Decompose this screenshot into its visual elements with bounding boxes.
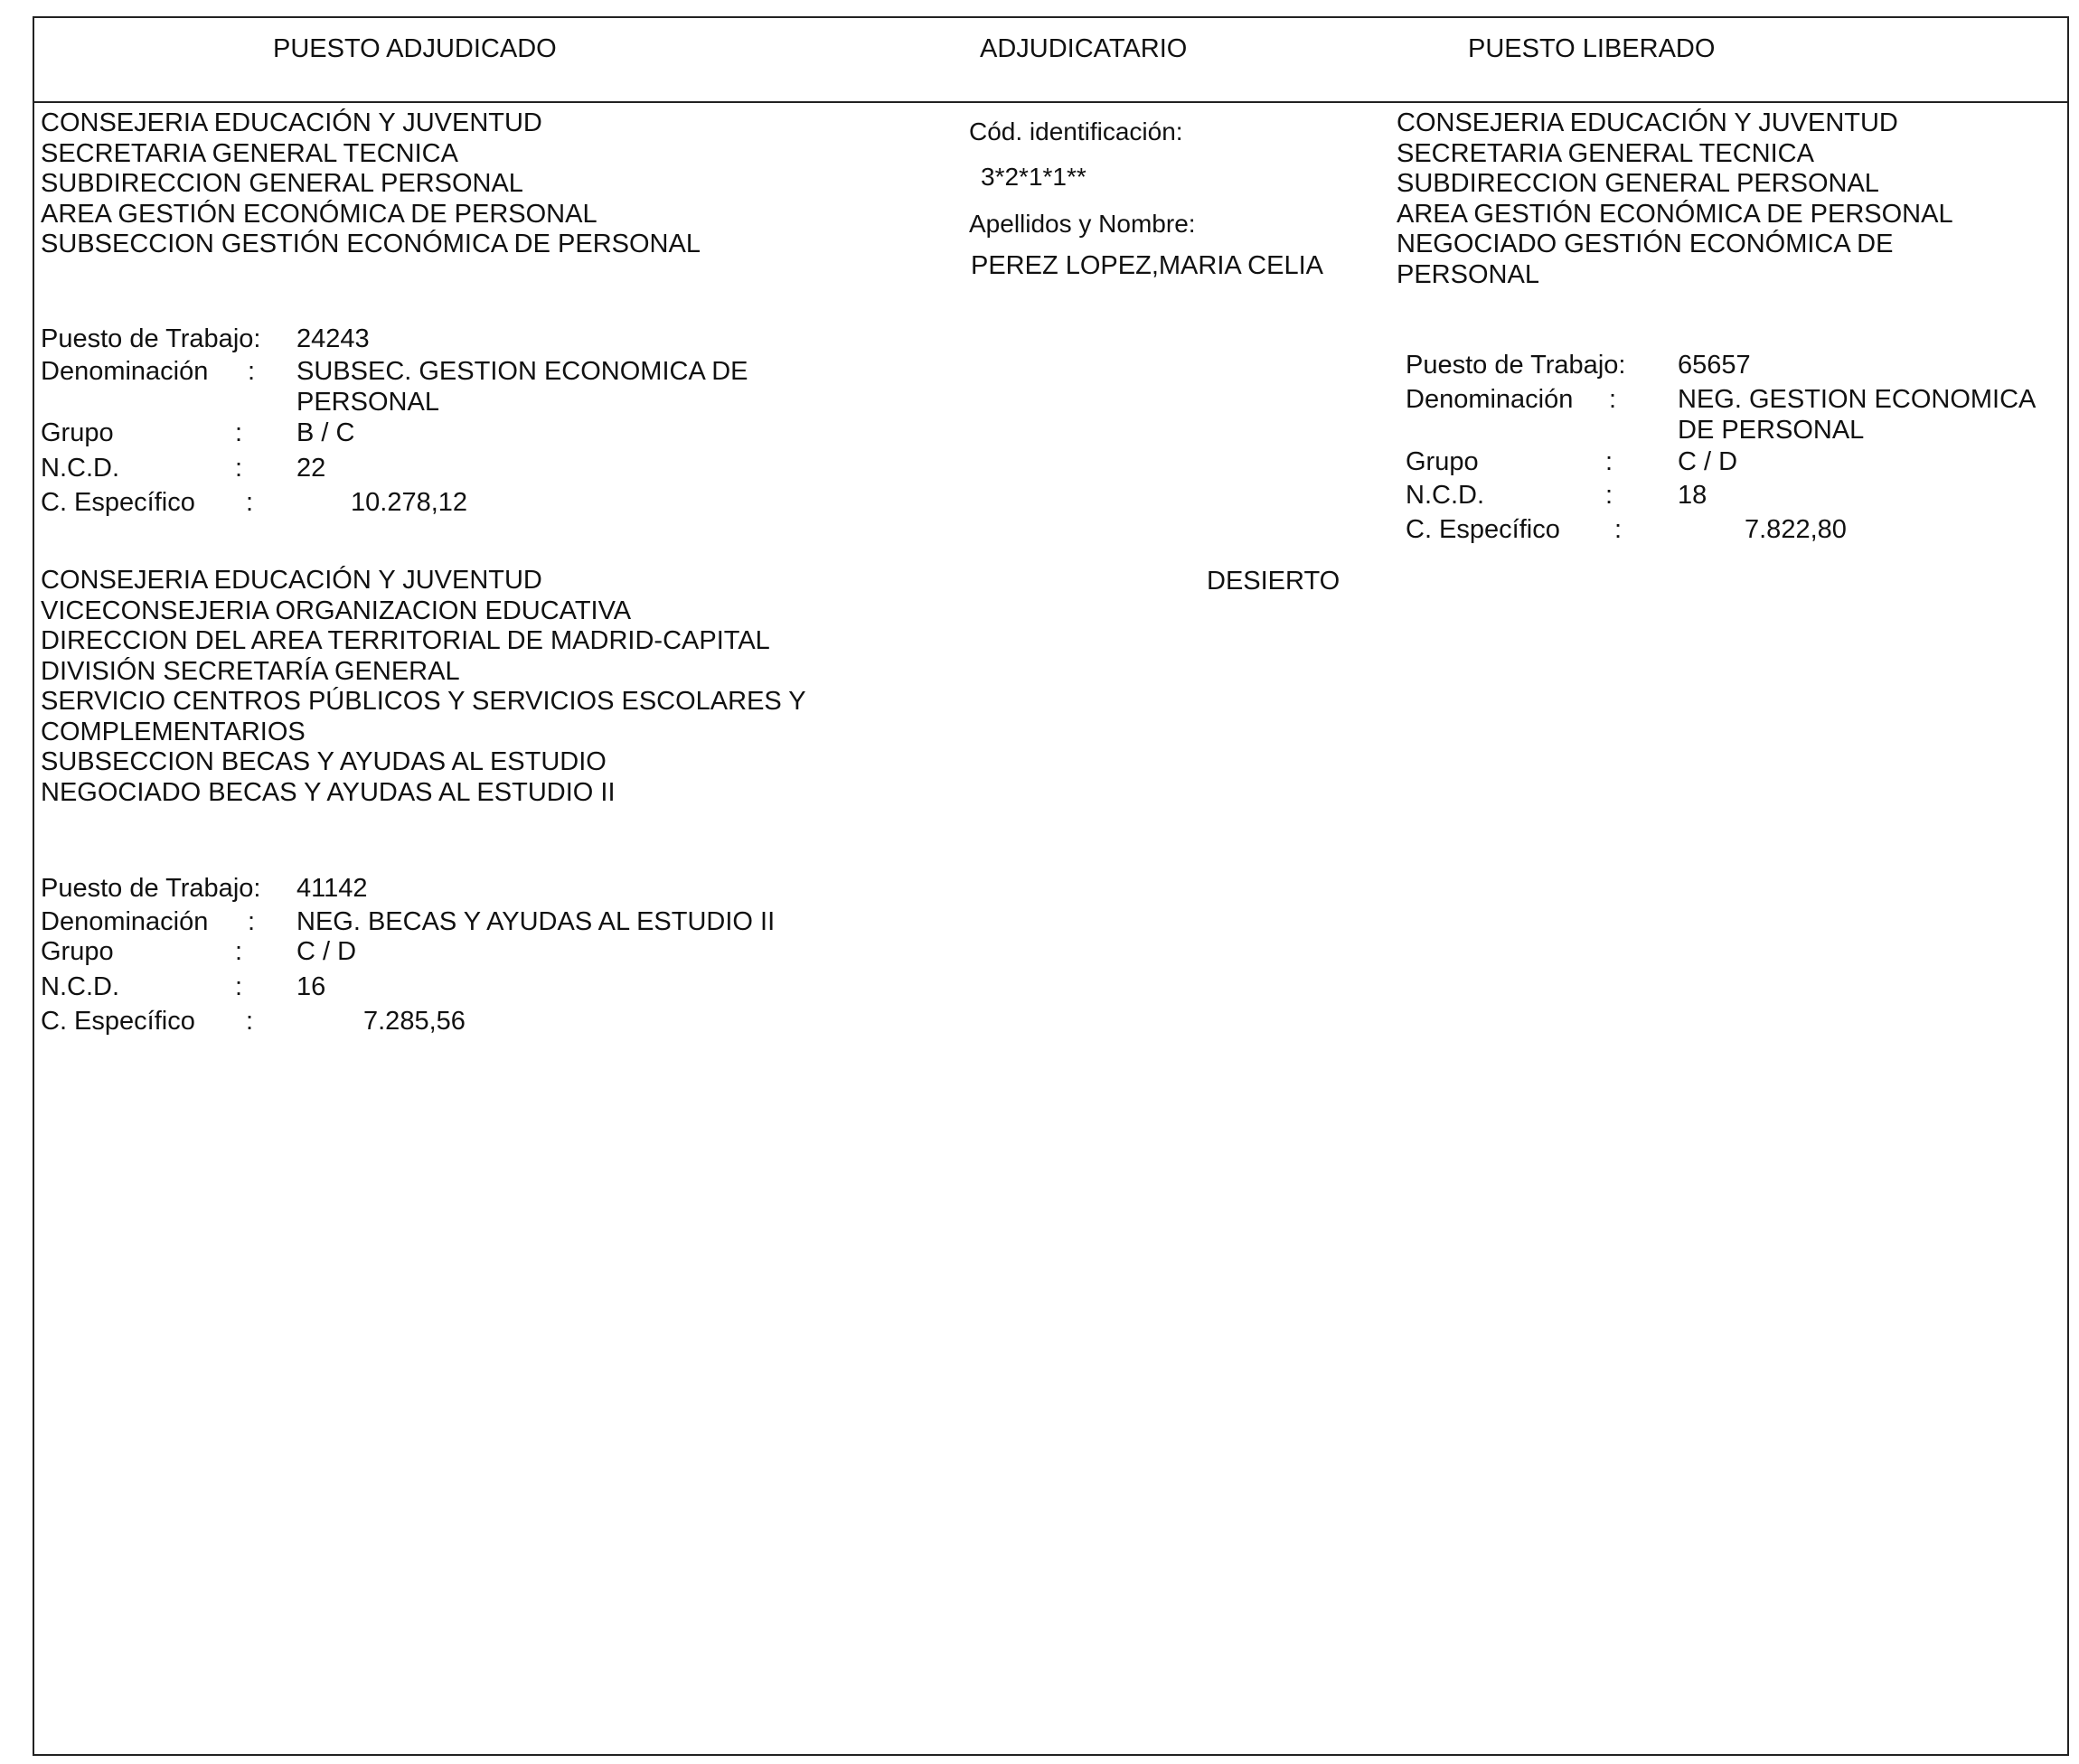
especifico-value: 7.285,56 — [363, 1007, 466, 1036]
denominacion-label: Denominación — [41, 357, 209, 386]
org-line: CONSEJERIA EDUCACIÓN Y JUVENTUD — [41, 108, 542, 137]
puesto-label: Puesto de Trabajo: — [41, 324, 261, 353]
entry1-liberado-organization — [1397, 108, 1953, 290]
liberado-denominacion-label: Denominación — [1406, 385, 1574, 414]
org-line: DIRECCION DEL AREA TERRITORIAL DE MADRID-CAPITAL — [41, 626, 770, 655]
colon: : — [1605, 481, 1613, 510]
org-line: SECRETARIA GENERAL TECNICA — [41, 138, 458, 168]
cod-identificacion-value: 3*2*1*1** — [981, 163, 1087, 191]
puesto-value: 41142 — [296, 874, 368, 903]
ncd-label: N.C.D. — [41, 972, 119, 1001]
adjudicatario-status: DESIERTO — [1207, 567, 1341, 596]
especifico-label: C. Específico — [41, 1007, 195, 1036]
org-line: AREA GESTIÓN ECONÓMICA DE PERSONAL — [1397, 199, 1953, 229]
liberado-puesto-label: Puesto de Trabajo: — [1406, 351, 1626, 380]
denominacion-value: SUBSEC. GESTION ECONOMICA DE — [296, 357, 748, 386]
liberado-ncd-label: N.C.D. — [1406, 481, 1484, 510]
header-puesto-liberado: PUESTO LIBERADO — [1468, 34, 1716, 63]
grupo-label: Grupo — [41, 418, 114, 447]
colon: : — [246, 1007, 254, 1036]
org-line: NEGOCIADO BECAS Y AYUDAS AL ESTUDIO II — [41, 777, 616, 807]
org-line: PERSONAL — [1397, 259, 1539, 289]
org-line: DIVISIÓN SECRETARÍA GENERAL — [41, 656, 460, 686]
grupo-label: Grupo — [41, 937, 114, 966]
org-line: AREA GESTIÓN ECONÓMICA DE PERSONAL — [41, 199, 597, 229]
apellidos-nombre-value: PEREZ LOPEZ,MARIA CELIA — [971, 251, 1323, 280]
denominacion-value-cont: PERSONAL — [296, 388, 439, 417]
org-line: NEGOCIADO GESTIÓN ECONÓMICA DE — [1397, 230, 1894, 258]
colon: : — [248, 357, 256, 386]
liberado-ncd-value: 18 — [1678, 481, 1707, 510]
colon: : — [235, 418, 243, 447]
liberado-grupo-label: Grupo — [1406, 447, 1479, 476]
org-line: SUBDIRECCION GENERAL PERSONAL — [1397, 169, 1879, 198]
colon: : — [246, 488, 254, 517]
liberado-denominacion-value: NEG. GESTION ECONOMICA — [1678, 385, 2037, 414]
grupo-value: C / D — [296, 937, 357, 966]
org-line: CONSEJERIA EDUCACIÓN Y JUVENTUD — [1397, 108, 1898, 137]
org-line: SECRETARIA GENERAL TECNICA — [1397, 138, 1814, 168]
org-line: CONSEJERIA EDUCACIÓN Y JUVENTUD — [41, 566, 542, 595]
entry2-adjudicado-organization — [41, 566, 806, 808]
org-line: SUBSECCION GESTIÓN ECONÓMICA DE PERSONAL — [41, 230, 701, 258]
liberado-especifico-label: C. Específico — [1406, 515, 1560, 544]
colon: : — [248, 907, 256, 936]
org-line: SUBDIRECCION GENERAL PERSONAL — [41, 169, 523, 198]
colon: : — [1614, 515, 1623, 544]
liberado-denominacion-value-cont: DE PERSONAL — [1678, 416, 1865, 445]
especifico-label: C. Específico — [41, 488, 195, 517]
ncd-value: 22 — [296, 454, 326, 483]
org-line: SUBSECCION BECAS Y AYUDAS AL ESTUDIO — [41, 747, 607, 776]
denominacion-label: Denominación — [41, 907, 209, 936]
liberado-grupo-value: C / D — [1678, 447, 1738, 476]
ncd-value: 16 — [296, 972, 326, 1001]
entry1-adjudicado-organization — [41, 108, 701, 260]
apellidos-nombre-label: Apellidos y Nombre: — [969, 210, 1196, 238]
especifico-value: 10.278,12 — [351, 488, 468, 517]
puesto-label: Puesto de Trabajo: — [41, 874, 261, 903]
org-line: VICECONSEJERIA ORGANIZACION EDUCATIVA — [41, 596, 632, 625]
org-line: SERVICIO CENTROS PÚBLICOS Y SERVICIOS ESCOLARES Y — [41, 687, 806, 716]
cod-identificacion-label: Cód. identificación: — [969, 117, 1183, 145]
colon: : — [235, 972, 243, 1001]
header-puesto-adjudicado: PUESTO ADJUDICADO — [273, 34, 557, 63]
liberado-especifico-value: 7.822,80 — [1745, 515, 1847, 544]
colon: : — [1605, 447, 1613, 476]
puesto-value: 24243 — [296, 324, 370, 353]
ncd-label: N.C.D. — [41, 454, 119, 483]
header-divider — [34, 101, 2067, 103]
header-adjudicatario: ADJUDICATARIO — [980, 34, 1188, 63]
colon: : — [235, 454, 243, 483]
org-line: COMPLEMENTARIOS — [41, 717, 306, 746]
grupo-value: B / C — [296, 418, 355, 447]
colon: : — [1609, 385, 1617, 414]
colon: : — [235, 937, 243, 966]
liberado-puesto-value: 65657 — [1678, 351, 1751, 380]
denominacion-value: NEG. BECAS Y AYUDAS AL ESTUDIO II — [296, 907, 776, 936]
